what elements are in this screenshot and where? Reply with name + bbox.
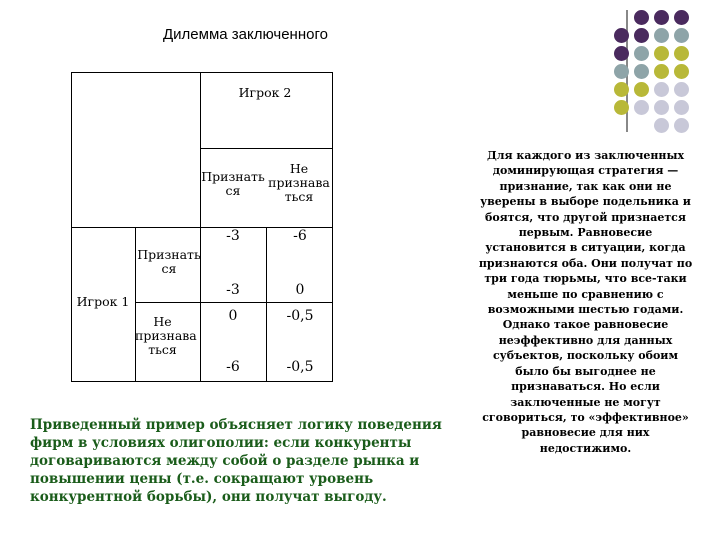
page-title: Дилемма заключенного bbox=[163, 26, 328, 43]
payoff-cn-player1: -6 bbox=[293, 228, 307, 244]
payoff-nc-player1: 0 bbox=[228, 308, 238, 324]
payoff-nn-player2: -0,5 bbox=[286, 359, 314, 375]
payoff-nn-player1: -0,5 bbox=[286, 308, 314, 324]
payoff-cn-player2: 0 bbox=[295, 282, 305, 298]
payoff-cc-player1: -3 bbox=[226, 228, 240, 244]
player2-label: Игрок 2 bbox=[238, 85, 292, 100]
column-header-confess: Признать ся bbox=[201, 169, 265, 198]
side-commentary: Для каждого из заключенных доминирующая стратегия — признание, так как они не уверены в выборе подельника и боятся, что другой признается первым. Равновесие установится в ситуации, когда признаются оба. Они получат по три года тюрьмы, что все-таки меньше по сравнению с возможными шестью годами. Однако такое равновесие неэффективно для данных субъектов, поскольку обоим было бы выгоднее не признаваться. Но если заключенные не могут сговориться, то «эффективное» равновесие для них недостижимо. bbox=[478, 149, 693, 455]
payoff-nc-player2: -6 bbox=[226, 359, 240, 375]
column-header-not-confess: Не признава ться bbox=[268, 161, 330, 204]
payoff-cc-player2: -3 bbox=[226, 282, 240, 298]
explanation-text: Приведенный пример объясняет логику поведения фирм в условиях олигополии: если конкуренты договариваются между собой о разделе рынка и повышении цены (т.е. сокращают уровень конкурентной борьбы), они получат выгоду. bbox=[30, 417, 442, 505]
player1-label: Игрок 1 bbox=[76, 294, 130, 309]
row-header-not-confess: Не признава ться bbox=[135, 314, 197, 357]
row-header-confess: Признать ся bbox=[137, 247, 201, 276]
